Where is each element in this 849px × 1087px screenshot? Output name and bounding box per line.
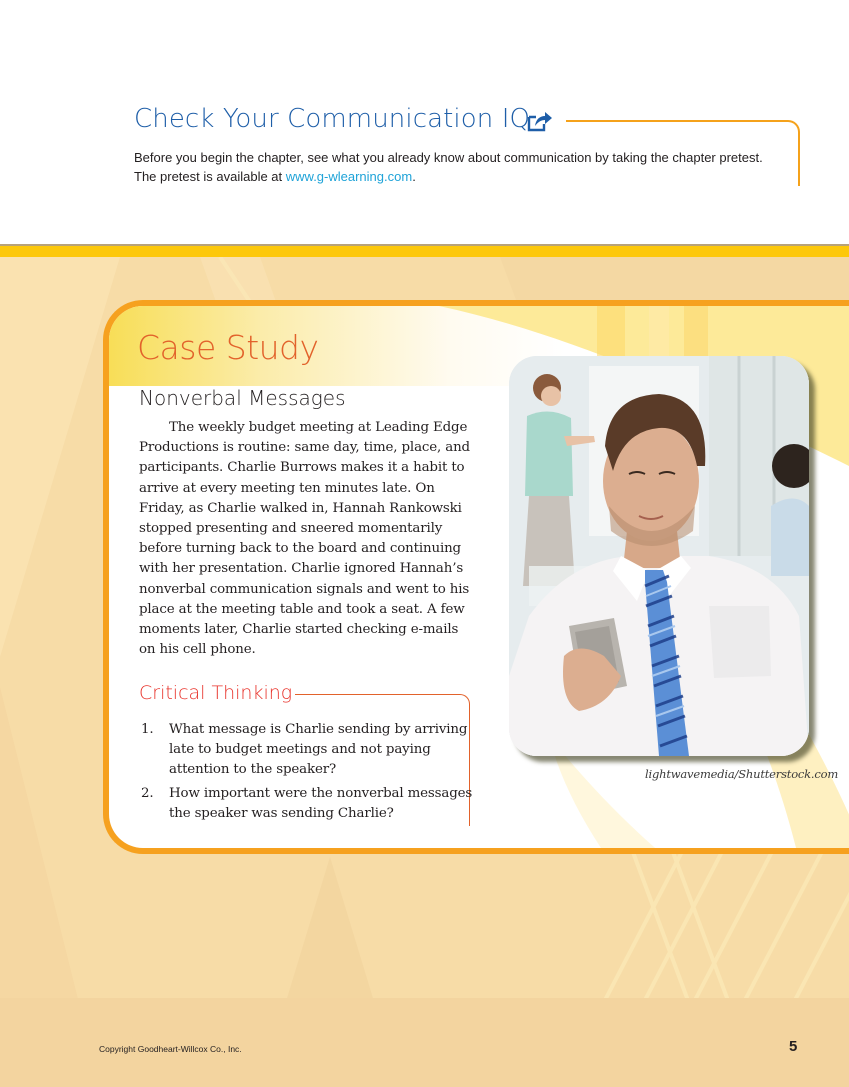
communication-iq-section (0, 0, 849, 245)
photo-illustration (509, 356, 809, 756)
iq-description-text: Before you begin the chapter, see what you already know about communication by taking the chapter pretest. The pretest is available at (134, 150, 763, 184)
critical-thinking-questions (139, 720, 474, 828)
question-number: 1. (141, 722, 154, 737)
copyright-notice: Copyright Goodheart-Willcox Co., Inc. (99, 1044, 242, 1054)
page-number: 5 (789, 1038, 798, 1055)
question-item (139, 720, 474, 780)
iq-description (134, 148, 774, 186)
question-text: What message is Charlie sending by arriving late to budget meetings and not paying attention to the speaker? (169, 722, 468, 777)
photo-credit: lightwavemedia/Shutterstock.com (645, 767, 839, 781)
critical-thinking-title: Critical Thinking (139, 682, 293, 704)
footer-strip (0, 998, 849, 1087)
iq-title: Check Your Communication IQ (134, 104, 531, 134)
question-number: 2. (141, 786, 154, 801)
case-study-card (103, 300, 849, 854)
yellow-divider-band (0, 246, 849, 257)
g-wlearning-link[interactable]: www.g-wlearning.com (285, 169, 413, 184)
case-study-photo (509, 356, 809, 756)
case-study-story: The weekly budget meeting at Leading Edge Productions is routine: same day, time, place, and participants. Charlie Burrows makes it a habit to arrive at every meeting ten minutes late. On Friday, as Charlie walked in, Hannah Rankowski stopped presenting and sneered momentarily before turning back to the board and continuing with her presentation. Charlie ignored Hannah’s nonverbal communication signals and went to his place at the meeting table and took a seat. A few moments later, Charlie started checking e-mails on his cell phone. (139, 420, 470, 658)
question-item (139, 784, 474, 824)
case-study-subtitle: Nonverbal Messages (139, 386, 346, 410)
case-study-title: Case Study (137, 328, 319, 367)
question-text: How important were the nonverbal messages the speaker was sending Charlie? (169, 786, 473, 821)
iq-description-end: . (412, 169, 416, 184)
share-arrow-icon[interactable] (527, 110, 553, 132)
